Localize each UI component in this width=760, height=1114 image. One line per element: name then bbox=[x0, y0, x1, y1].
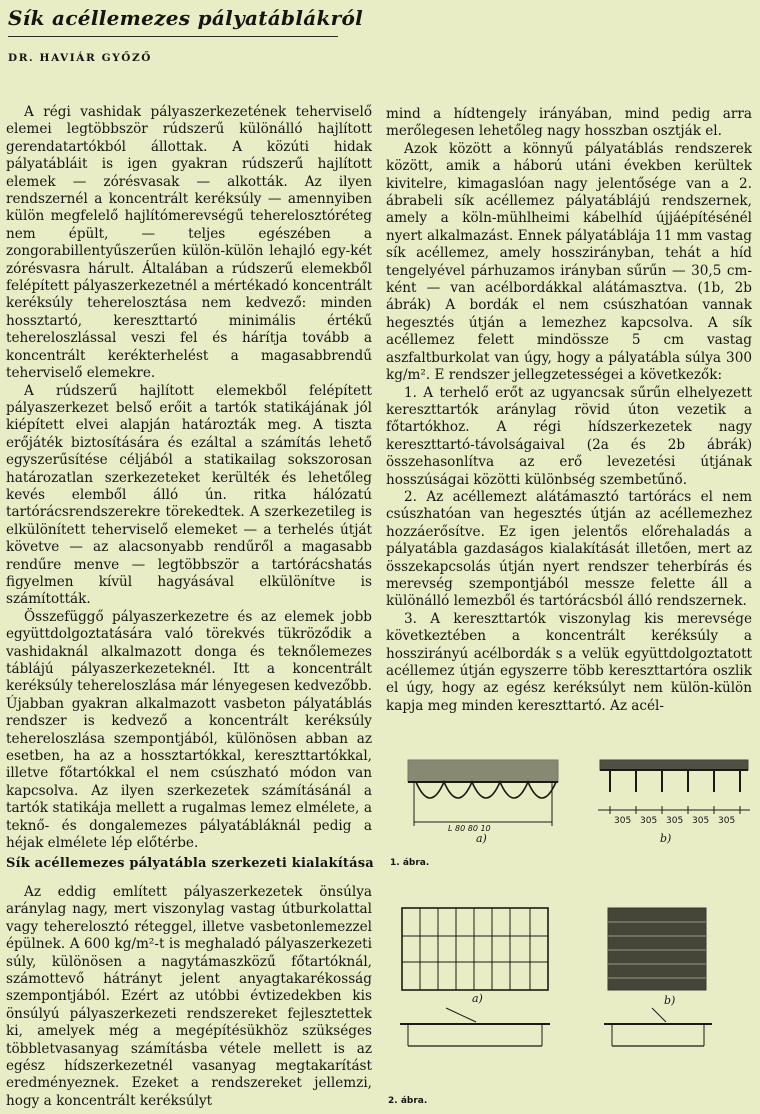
section-heading: Sík acéllemezes pályatábla szerkezeti kialakítása bbox=[6, 856, 374, 871]
figure-2b-plan bbox=[608, 908, 706, 990]
paragraph: Az eddig említett pályaszerkezetek önsúlya aránylag nagy, mert viszonylag vastag útburkolattal vagy teherelosztó réteggel, illetve vasbetonlemezzel épülnek. A 600 kg/m²-t is meghaladó pályaszerkezeti súly, különösen a nagytámaszközű főtartóknál, számottevő hátrányt jelent anyagtakarékosság szempontjából. Ezért az utóbbi évtizedekben kis önsúlyú pályaszerkezeti rendszereket fejlesztettek ki, amelyek még a megépítésükhöz szükséges többletvasanyag számításba vétele mellett is az egész hídszerkezetnél vasanyag megtakarítást eredményeznek. Ezeket a rendszereket jellemzi, hogy a koncentrált keréksúlyt bbox=[6, 884, 372, 1109]
figure-1b-dimension: 305 bbox=[640, 816, 658, 826]
paragraph: A rúdszerű hajlított elemekből felépített pályaszerkezet belső erőit a tartók statikájának jól kiépített elvei alapján határozták meg. A tiszta erőjáték biztosítására és ezáltal a számítás lehető egyszerűsítése céljából a statikailag sokszorosan határozatlan szerkezeteket kerülték és lehetőleg kevés elemből álló ún. ritka hálózatú tartórácsrendszerekre törekedtek. A szerkezetileg is elkülönített teherviselő elemeket — a terhelés útját követve — az alacsonyabb rendűről a magasabb rendűre menve — legtöbbször a tartórácshatás figyelmen kívül hagyásával elkülönítve is számították. bbox=[6, 382, 372, 608]
article-title: Sík acéllemezes pályatáblákról bbox=[8, 6, 364, 30]
figure-2a-plan bbox=[402, 908, 548, 990]
paragraph: A régi vashidak pályaszerkezetének teherviselő elemei legtöbbször rúdszerű különálló hajlított gerendatartókból állottak. A közúti hidak pályatábláit is igen gyakran rúdszerű hajlított elemek — zórésvasak — alkották. Az ilyen rendszernél a koncentrált keréksúly — amennyiben külön megfelelő hajlítómerevségű teherelosztóréteg nem épült, — teljes egészében a zongorabillentyűszerűen külön-külön lehajló egy-két zórésvasra hárult. Általában a rúdszerű elemekből felépített pályaszerkezetnél a mértékadó koncentrált keréksúly teherelosztása nem kedvező: minden hossztartó, kereszttartó minimális értékű tehereloszlással veszi fel és hárítja tovább a koncentrált kerékterhelést a magasabbrendű teherviselő elemekre. bbox=[6, 104, 372, 382]
figure-1b-label: b) bbox=[660, 832, 672, 845]
paragraph: 3. A kereszttartók viszonylag kis merevsége következtében a koncentrált keréksúly a hosszirányú acélbordák s a velük együttdolgoztatott acéllemez útján egyszerre több kereszttartóra oszlik el úgy, hogy az egész keréksúlyt nem külön-külön kapja meg minden kereszttartó. Az acél- bbox=[386, 610, 752, 714]
figure-2b-elevation bbox=[604, 1008, 712, 1046]
figure-1-caption: 1. ábra. bbox=[390, 858, 430, 868]
figure-1a-label: a) bbox=[476, 832, 487, 845]
right-column bbox=[386, 106, 752, 715]
paragraph: Azok között a könnyű pályatáblás rendszerek között, amik a háború utáni években kerültek kivitelre, kimagaslóan nagy jelentősége van a 2. ábrabeli sík acéllemez pályatáblájú rendszernek, amely a köln-mühlheimi kábelhíd újjáépítésénél nyert alkalmazást. Ennek pályatáblája 11 mm vastag sík acéllemez, amely hosszirányban, tehát a híd tengelyével párhuzamos irányban sűrűn — 30,5 cm-ként — van acélbordákkal alátámasztva. (1b, 2b ábrák) A bordák el nem csúszhatóan vannak hegesztés útján a lemezhez kapcsolva. A sík acéllemez felett mindössze 5 cm vastag aszfaltburkolat van úgy, hogy a pályatábla súlya 300 kg/m². E rendszer jellegzetességei a következők: bbox=[386, 140, 752, 384]
figure-1a-section bbox=[408, 760, 558, 826]
figure-1b-dimension: 305 bbox=[614, 816, 632, 826]
left-column bbox=[6, 104, 372, 852]
figure-2-drawing bbox=[386, 896, 760, 1110]
left-column-section bbox=[6, 884, 372, 1110]
figure-2-caption: 2. ábra. bbox=[388, 1096, 428, 1106]
figure-2a-label: a) bbox=[472, 992, 483, 1005]
author-line: DR. HAVIÁR GYŐZŐ bbox=[8, 52, 153, 64]
figure-1b-dimension: 305 bbox=[666, 816, 684, 826]
figure-2a-elevation bbox=[400, 1008, 550, 1046]
paragraph: 2. Az acéllemezt alátámasztó tartórács el nem csúszhatóan van hegesztés útján az acéllemezhez hozzáerősítve. Ez igen jelentős előrehaladás a pályatábla gazdaságos kialakítását illetően, mert az összekapcsolás útján nyert rendszer teherbírás és merevség szempontjából messze felette áll a különálló lemezből és tartórácsból álló rendszernek. bbox=[386, 488, 752, 610]
figure-1b-dimension: 305 bbox=[692, 816, 710, 826]
figure-2 bbox=[386, 896, 760, 1110]
figure-2b-label: b) bbox=[664, 994, 676, 1007]
figure-1b-dimension: 305 bbox=[718, 816, 736, 826]
paragraph: mind a hídtengely irányában, mind pedig arra merőlegesen lehetőleg nagy hosszban osztják el. bbox=[386, 106, 752, 140]
figure-1b-section bbox=[598, 760, 750, 814]
paragraph: Összefüggő pályaszerkezetre és az elemek jobb együttdolgoztatására való törekvés tükröződik a vashidaknál alkalmazott donga és teknőlemezes táblájú pályaszerkezeteknél. Itt a koncentrált keréksúly tehereloszlása már lényegesen kedvezőbb. Újabban gyakran alkalmazott vasbeton pályatáblás rendszer is kedvező a koncentrált keréksúly tehereloszlása szempontjából, különösen abban az esetben, ha az a hossztartókkal, kereszttartókkal, illetve főtartókkal el nem csúszható módon van kapcsolva. Az ilyen szerkezetek számításánál a tartók statikája mellett a rugalmas lemez elmélete, a teknő- és dongalemezes pályatábláknál pedig a héjak elmélete lép előtérbe. bbox=[6, 608, 372, 852]
title-underline bbox=[8, 36, 338, 37]
figure-1a-dimension: L 80 80 10 bbox=[448, 824, 491, 833]
figure-1 bbox=[386, 748, 760, 888]
paragraph: 1. A terhelő erőt az ugyancsak sűrűn elhelyezett kereszttartók aránylag rövid úton vezetik a főtartókhoz. A régi hídszerkezetek nagy kereszttartó-távolságaival (2a és 2b ábrák) összehasonlítva az erő levezetési útjának hosszúságai közötti különbség szembetűnő. bbox=[386, 384, 752, 488]
